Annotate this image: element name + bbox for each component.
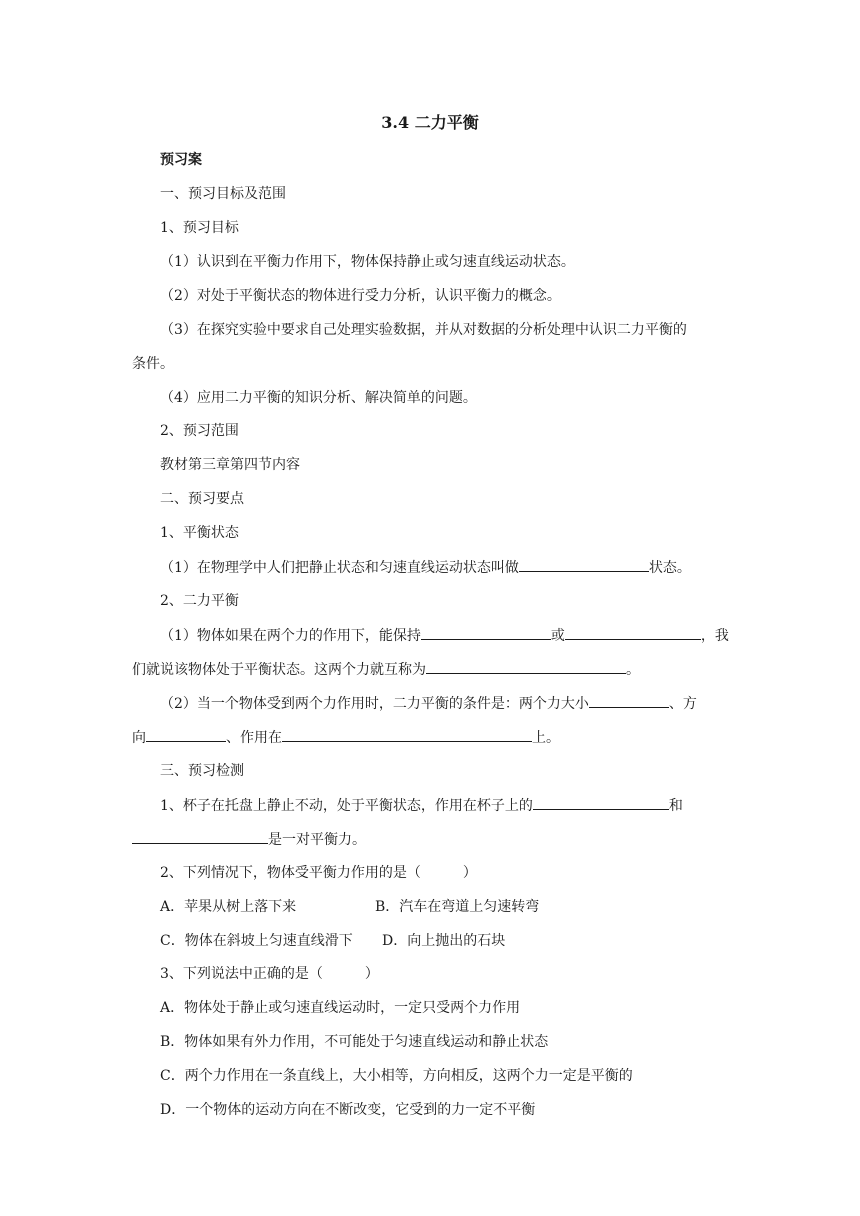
p2-item1-line2-end: 。 <box>626 662 640 678</box>
q1-and: 和 <box>668 798 683 814</box>
p1-heading: 1、平衡状态 <box>160 525 239 541</box>
q2-option-a[interactable]: A．苹果从树上落下来 <box>160 899 297 915</box>
p2-item2-tail: 、方 <box>668 696 697 712</box>
q3-option-b[interactable]: B．物体如果有外力作用，不可能处于匀速直线运动和静止状态 <box>160 1034 549 1050</box>
q3-option-c[interactable]: C．两个力作用在一条直线上，大小相等，方向相反，这两个力一定是平衡的 <box>160 1068 633 1084</box>
p2-item2-line2-b: 、作用在 <box>226 730 282 746</box>
goal-2: （2）对处于平衡状态的物体进行受力分析，认识平衡力的概念。 <box>160 288 561 304</box>
q1-line1 <box>160 795 683 816</box>
p2-item2-line2-c: 上。 <box>532 730 560 746</box>
q1-text: 1、杯子在托盘上静止不动，处于平衡状态，作用在杯子上的 <box>160 798 533 814</box>
goals-heading: 1、预习目标 <box>160 220 239 236</box>
answer-blank[interactable] <box>421 625 551 640</box>
p2-item1-or: 或 <box>550 628 565 644</box>
section-heading: 预习案 <box>160 152 202 168</box>
q3-option-d[interactable]: D．一个物体的运动方向在不断改变，它受到的力一定不平衡 <box>160 1102 536 1118</box>
answer-blank[interactable] <box>589 693 669 708</box>
answer-blank[interactable] <box>533 795 669 810</box>
scope-text: 教材第三章第四节内容 <box>160 457 300 473</box>
goal-1: （1）认识到在平衡力作用下，物体保持静止或匀速直线运动状态。 <box>160 254 575 270</box>
p2-item1-tail: ，我 <box>700 628 729 644</box>
q2-option-c[interactable]: C．物体在斜坡上匀速直线滑下 <box>160 933 353 949</box>
q2-option-d[interactable]: D．向上抛出的石块 <box>382 933 506 949</box>
q1-line2-text: 是一对平衡力。 <box>268 832 366 848</box>
part2-heading: 二、预习要点 <box>160 491 244 507</box>
answer-blank[interactable] <box>565 625 701 640</box>
page-title: 3.4 二力平衡 <box>381 113 479 132</box>
goal-3-line2: 条件。 <box>132 356 174 372</box>
q1-line2 <box>132 829 366 850</box>
p1-item-text: （1）在物理学中人们把静止状态和匀速直线运动状态叫做 <box>160 560 519 576</box>
p2-heading: 2、二力平衡 <box>160 593 239 609</box>
p2-item1-line1 <box>160 625 729 646</box>
p2-item2-line2 <box>132 727 560 748</box>
answer-blank[interactable] <box>132 829 268 844</box>
p2-item1-line2-text: 们就说该物体处于平衡状态。这两个力就互称为 <box>132 662 426 678</box>
p2-item2-text: （2）当一个物体受到两个力作用时，二力平衡的条件是：两个力大小 <box>160 696 589 712</box>
goal-4: （4）应用二力平衡的知识分析、解决简单的问题。 <box>160 390 477 406</box>
goal-3-line1: （3）在探究实验中要求自己处理实验数据，并从对数据的分析处理中认识二力平衡的 <box>160 322 687 338</box>
answer-blank[interactable] <box>519 557 649 572</box>
p1-item <box>160 557 691 578</box>
scope-heading: 2、预习范围 <box>160 423 239 439</box>
answer-blank[interactable] <box>426 659 626 674</box>
p2-item1-line2 <box>132 659 640 680</box>
p2-item2-line2-a: 向 <box>132 730 146 746</box>
p1-item-suffix: 状态。 <box>648 560 691 576</box>
p2-item1-text: （1）物体如果在两个力的作用下，能保持 <box>160 628 421 644</box>
q3-option-a[interactable]: A．物体处于静止或匀速直线运动时，一定只受两个力作用 <box>160 1000 521 1016</box>
part1-heading: 一、预习目标及范围 <box>160 186 286 202</box>
p2-item2-line1 <box>160 693 697 714</box>
q3-stem: 3、下列说法中正确的是（ ） <box>160 966 379 982</box>
part3-heading: 三、预习检测 <box>160 763 244 779</box>
q2-option-b[interactable]: B．汽车在弯道上匀速转弯 <box>375 899 540 915</box>
q2-stem: 2、下列情况下，物体受平衡力作用的是（ ） <box>160 865 477 881</box>
answer-blank[interactable] <box>146 727 226 742</box>
answer-blank[interactable] <box>282 727 532 742</box>
